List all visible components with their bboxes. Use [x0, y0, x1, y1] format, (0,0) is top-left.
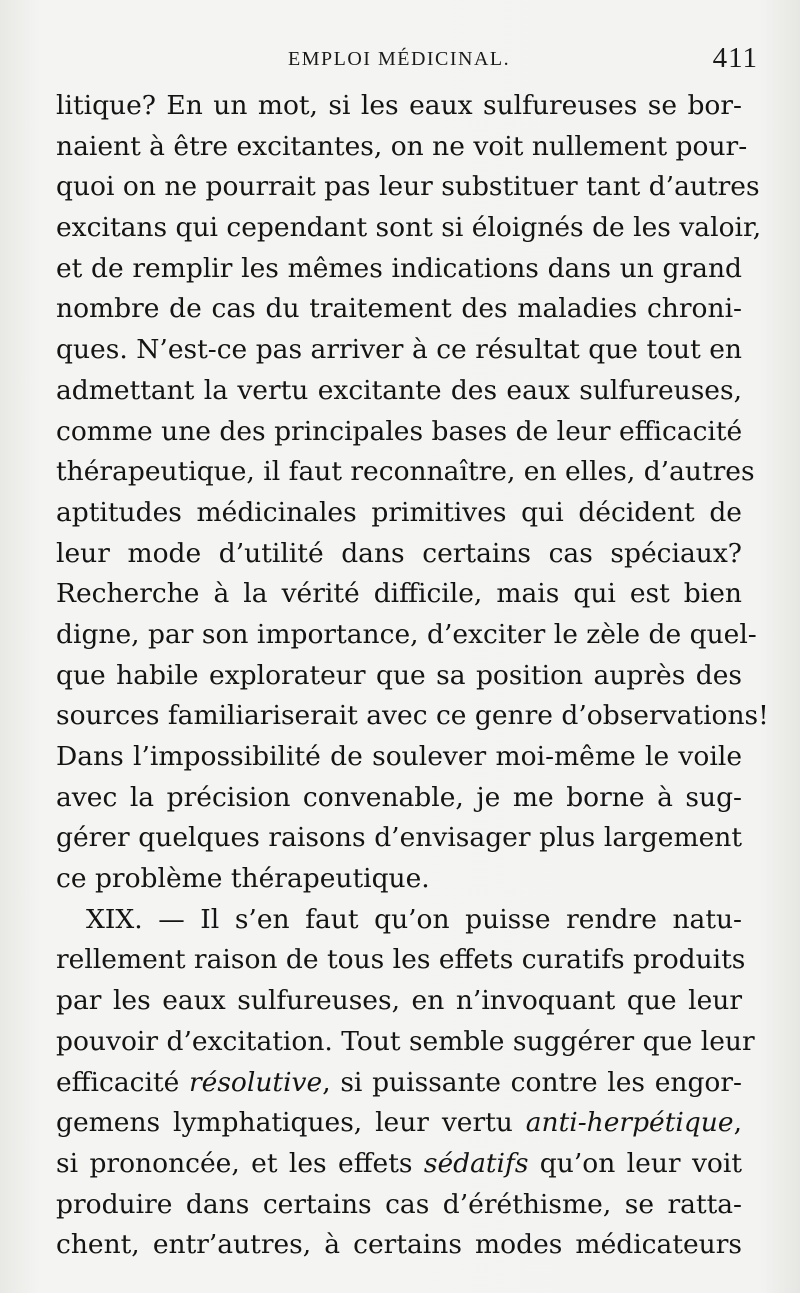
text-line: sources familiariserait avec ce genre d’observations! [56, 700, 769, 732]
text-line: leur mode d’utilité dans certains cas spéciaux? [56, 537, 742, 569]
text-line: avec la précision convenable, je me borne à sug- [56, 781, 742, 813]
text-line: admettant la vertu excitante des eaux sulfureuses, [56, 374, 742, 406]
page-number: 411 [712, 42, 758, 74]
body-text [56, 86, 769, 1266]
text-line: ques. N’est-ce pas arriver à ce résultat que tout en [56, 334, 742, 366]
line-segment: , [733, 1107, 742, 1139]
text-line: Recherche à la vérité difficile, mais qui est bien [56, 578, 742, 610]
text-line: pouvoir d’excitation. Tout semble suggérer que leur [56, 1025, 755, 1057]
text-line [56, 1103, 742, 1144]
text-line: gérer quelques raisons d’envisager plus largement [56, 822, 742, 854]
running-head [0, 40, 800, 80]
text-line: nombre de cas du traitement des maladies chroni- [56, 293, 742, 325]
line-segment: gemens lymphatiques, leur vertu [56, 1107, 526, 1139]
text-line [56, 1144, 742, 1185]
section-start-line: XIX. — Il s’en faut qu’on puisse rendre natu- [86, 903, 742, 935]
text-line: aptitudes médicinales primitives qui décident de [56, 496, 742, 528]
line-segment: , si puissante contre les engor- [322, 1066, 742, 1098]
text-line: quoi on ne pourrait pas leur substituer tant d’autres [56, 171, 760, 203]
italic-term: anti-herpétique [525, 1107, 734, 1139]
text-line: et de remplir les mêmes indications dans un grand [56, 252, 742, 284]
paragraph-last-line: ce problème thérapeutique. [56, 863, 430, 895]
text-line: digne, par son importance, d’exciter le zèle de quel- [56, 618, 757, 650]
text-line: rellement raison de tous les effets curatifs produits [56, 944, 746, 976]
text-line: que habile explorateur que sa position auprès des [56, 659, 742, 691]
running-title: EMPLOI MÉDICINAL. [288, 48, 511, 70]
line-segment: qu’on leur voit [528, 1147, 742, 1179]
text-line: litique? En un mot, si les eaux sulfureuses se bor- [56, 90, 742, 121]
italic-term: résolutive [188, 1066, 323, 1098]
text-line: comme une des principales bases de leur efficacité [56, 415, 743, 447]
line-segment: efficacité [56, 1066, 189, 1098]
text-line: par les eaux sulfureuses, en n’invoquant que leur [56, 985, 742, 1017]
text-line [56, 1063, 742, 1104]
text-line: naient à être excitantes, on ne voit nullement pour- [56, 130, 748, 162]
line-segment: si prononcée, et les effets [56, 1147, 424, 1179]
italic-term: sédatifs [423, 1147, 529, 1179]
text-line: excitans qui cependant sont si éloignés de les valoir, [56, 212, 762, 244]
text-line: thérapeutique, il faut reconnaître, en elles, d’autres [56, 456, 755, 488]
text-line: chent, entr’autres, à certains modes médicateurs [56, 1229, 742, 1261]
text-line: Dans l’impossibilité de soulever moi-même le voile [56, 741, 742, 772]
text-line: produire dans certains cas d’éréthisme, se ratta- [56, 1188, 742, 1220]
